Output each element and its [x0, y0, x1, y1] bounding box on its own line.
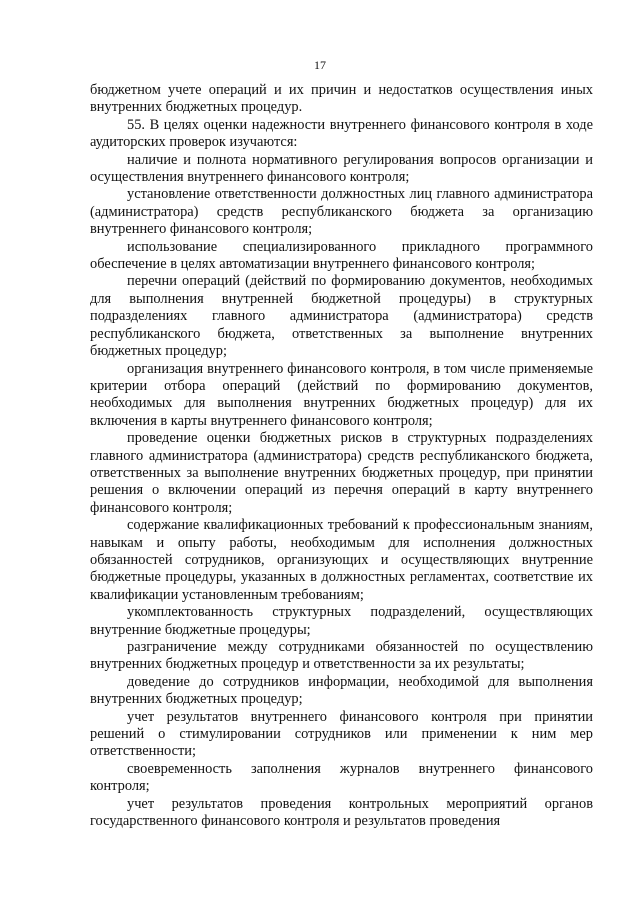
list-item: своевременность заполнения журналов внутреннего финансового контроля; [90, 760, 593, 795]
list-item: укомплектованность структурных подразделений, осуществляющих внутренние бюджетные процедуры; [90, 604, 593, 638]
list-item: учет результатов внутреннего финансового контроля при принятии решений о стимулировании сотрудников или применении к ним мер ответственности; [90, 708, 593, 760]
body-text [90, 82, 593, 830]
paragraph-clause-55: 55. В целях оценки надежности внутреннего финансового контроля в ходе аудиторских проверок изучаются: [90, 116, 593, 151]
page-number: 17 [314, 58, 326, 72]
list-item: проведение оценки бюджетных рисков в структурных подразделениях главного администратора (администратора) средств республиканского бюджета, ответственных за выполнение внутренних бюджетных процедур, при принятии решения о включении операций из перечня операций в карту внутреннего финансового контроля; [90, 430, 593, 516]
paragraph-continuation: бюджетном учете операций и их причин и недостатков осуществления иных внутренних бюджетных процедур. [90, 82, 593, 116]
list-item: использование специализированного прикладного программного обеспечение в целях автоматизации внутреннего финансового контроля; [90, 238, 593, 273]
list-item: содержание квалификационных требований к профессиональным знаниям, навыкам и опыту работы, необходимым для исполнения должностных обязанностей сотрудников, организующих и осуществляющих внутренние бюджетные процедуры, указанных в должностных регламентах, соответствие их квалификации установленным требованиям; [90, 517, 593, 603]
list-item: разграничение между сотрудниками обязанностей по осуществлению внутренних бюджетных процедур и ответственности за их результаты; [90, 639, 593, 673]
list-item: установление ответственности должностных лиц главного администратора (администратора) средств республиканского бюджета за организацию внутреннего финансового контроля; [90, 186, 593, 238]
list-item: доведение до сотрудников информации, необходимой для выполнения внутренних бюджетных процедур; [90, 673, 593, 708]
list-item: перечни операций (действий по формированию документов, необходимых для выполнения внутренней бюджетной процедуры) в структурных подразделениях главного администратора (администратора) средств республиканского бюджета, ответственных за выполнение внутренних бюджетных процедур; [90, 273, 593, 360]
list-item: учет результатов проведения контрольных мероприятий органов государственного финансового контроля и результатов проведения [90, 795, 593, 830]
list-item: организация внутреннего финансового контроля, в том числе применяемые критерии отбора операций (действий по формированию документов, необходимых для выполнения внутренних бюджетных процедур) для их включения в карты внутреннего финансового контроля; [90, 360, 593, 429]
list-item: наличие и полнота нормативного регулирования вопросов организации и осуществления внутреннего финансового контроля; [90, 151, 593, 186]
